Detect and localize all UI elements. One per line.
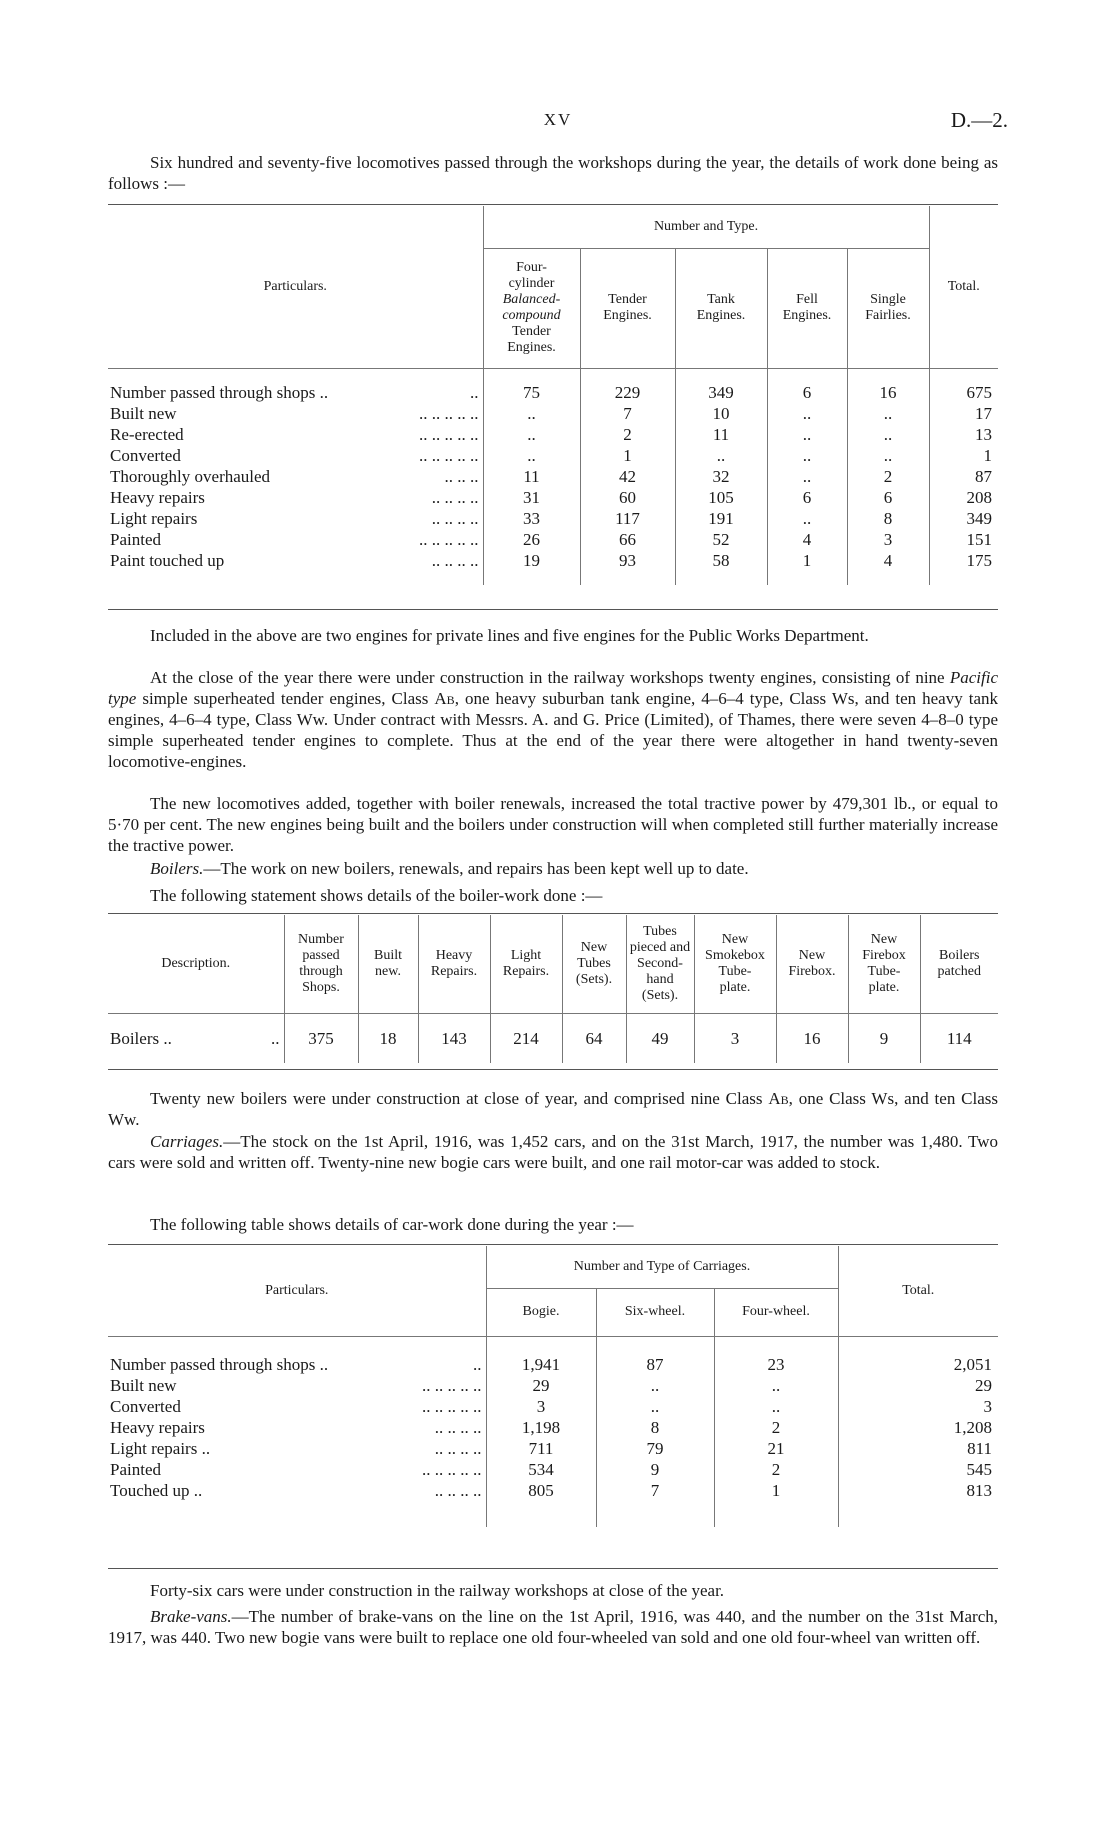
boilers-paragraph: Boilers.—The work on new boilers, renewals, and repairs has been kept well up to date. [150,859,749,878]
car-group-header: Number and Type of Carriages. [486,1246,838,1288]
car-row: Converted .. .. .. .. .. 3 .. .. 3 [108,1396,998,1417]
boilers-intro: The following statement shows details of the boiler-work done :— [150,886,603,905]
construction-paragraph: At the close of the year there were under construction in the railway workshops twenty engines, consisting of nine Pacific type simple superheated tender engines, Class Ab, one heavy suburban tank engine, 4–6–4 type, Class Ws, and ten heavy tank engines, 4–6–4 type, Class Ww. Under contract with Messrs. A. and G. Price (Limited), of Thames, there were seven 4–8–0 type simple superheated tender engines to complete. Thus at the end of the year there were altogether in hand twenty-seven locomotive-engines. [108,668,998,771]
boiler-header-new-tubes: New Tubes (Sets). [562,915,626,1013]
loco-table-bottom-rule [108,609,998,610]
boiler-table-top-rule [108,913,998,914]
boiler-header-tubes-pieced: Tubes pieced and Second- hand (Sets). [626,915,694,1013]
page-reference: D.—2. [950,108,1008,132]
loco-single-header: Single Fairlies. [847,248,929,368]
loco-four-cylinder-header: Four- cylinder Balanced- compound Tender Engines. [483,248,580,368]
car-row: Painted .. .. .. .. .. 534 9 2 545 [108,1459,998,1480]
loco-row: Painted .. .. .. .. .. 26 66 52 4 3 151 [108,529,998,550]
tractive-power-paragraph: The new locomotives added, together with boiler renewals, increased the total tractive power by 479,301 lb., or equal to 5·70 per cent. The new engines being built and the boilers under construction will when completed still further materially increase the tractive power. [108,794,998,855]
loco-particulars-header: Particulars. [108,206,483,368]
page-header [108,108,1008,138]
loco-row: Paint touched up .. .. .. .. 19 93 58 1 4 175 [108,550,998,571]
boiler-header-passed: Number passed through Shops. [284,915,358,1013]
car-six-wheel-header: Six-wheel. [596,1288,714,1336]
car-row: Built new .. .. .. .. .. 29 .. .. 29 [108,1375,998,1396]
private-lines-paragraph: Included in the above are two engines for private lines and five engines for the Public Works Department. [150,626,869,645]
loco-row: Converted .. .. .. .. .. .. 1 .. .. .. 1 [108,445,998,466]
boiler-header-smokebox: New Smokebox Tube- plate. [694,915,776,1013]
car-bogie-header: Bogie. [486,1288,596,1336]
loco-tank-header: Tank Engines. [675,248,767,368]
loco-table-top-rule [108,204,998,205]
loco-fell-header: Fell Engines. [767,248,847,368]
car-row: Heavy repairs .. .. .. .. 1,198 8 2 1,208 [108,1417,998,1438]
car-four-wheel-header: Four-wheel. [714,1288,838,1336]
boiler-header-built: Built new. [358,915,418,1013]
car-total-header: Total. [838,1246,998,1336]
boiler-header-description: Description. [108,915,284,1013]
boiler-row: Boilers .. .. 375 18 143 214 64 49 3 16 9 114 [108,1013,998,1063]
boiler-header-heavy: Heavy Repairs. [418,915,490,1013]
boiler-header-firebox: New Firebox. [776,915,848,1013]
loco-total-header: Total. [929,206,998,368]
car-row: Light repairs .. .. .. .. .. 711 79 21 811 [108,1438,998,1459]
car-table-top-rule [108,1244,998,1245]
loco-row: Re-erected .. .. .. .. .. .. 2 11 .. .. 13 [108,424,998,445]
page-number: XV [543,110,573,129]
car-row: Number passed through shops .. .. 1,941 87 23 2,051 [108,1354,998,1375]
carriages-paragraph: Carriages.—The stock on the 1st April, 1916, was 1,452 cars, and on the 31st March, 1917, the number was 1,480. Two cars were sold and written off. Twenty-nine new bogie cars were built, and one rail motor-car was added to stock. [108,1132,998,1172]
locomotive-table [108,206,998,585]
cars-construction-paragraph: Forty-six cars were under construction in the railway workshops at close of the year. [150,1581,725,1600]
boiler-table-bottom-rule [108,1069,998,1070]
boiler-table [108,915,998,1063]
loco-row: Light repairs .. .. .. .. 33 117 191 .. 8 349 [108,508,998,529]
loco-row: Number passed through shops .. .. 75 229 349 6 16 675 [108,382,998,403]
loco-row: Heavy repairs .. .. .. .. 31 60 105 6 6 208 [108,487,998,508]
boiler-header-light: Light Repairs. [490,915,562,1013]
car-table-bottom-rule [108,1568,998,1569]
car-particulars-header: Particulars. [108,1246,486,1336]
brake-vans-paragraph: Brake-vans.—The number of brake-vans on the line on the 1st April, 1916, was 440, and the number on the 31st March, 1917, was 440. Two new bogie vans were built to replace one old four-wheeled van sold and one old four-wheel van written off. [108,1607,998,1647]
car-intro: The following table shows details of car-work done during the year :— [150,1215,634,1234]
loco-row: Thoroughly overhauled .. .. .. 11 42 32 .. 2 87 [108,466,998,487]
carriage-table [108,1246,998,1527]
boiler-header-patched: Boilers patched [920,915,998,1013]
car-row: Touched up .. .. .. .. .. 805 7 1 813 [108,1480,998,1501]
boiler-header-firebox-tubeplate: New Firebox Tube- plate. [848,915,920,1013]
loco-tender-header: Tender Engines. [580,248,675,368]
new-boilers-paragraph: Twenty new boilers were under construction at close of year, and comprised nine Class Ab, one Class Ws, and ten Class Ww. [108,1089,998,1129]
loco-row: Built new .. .. .. .. .. .. 7 10 .. .. 17 [108,403,998,424]
loco-group-header: Number and Type. [483,206,929,248]
intro-paragraph: Six hundred and seventy-five locomotives passed through the workshops during the year, the details of work done being as follows :— [108,153,998,193]
